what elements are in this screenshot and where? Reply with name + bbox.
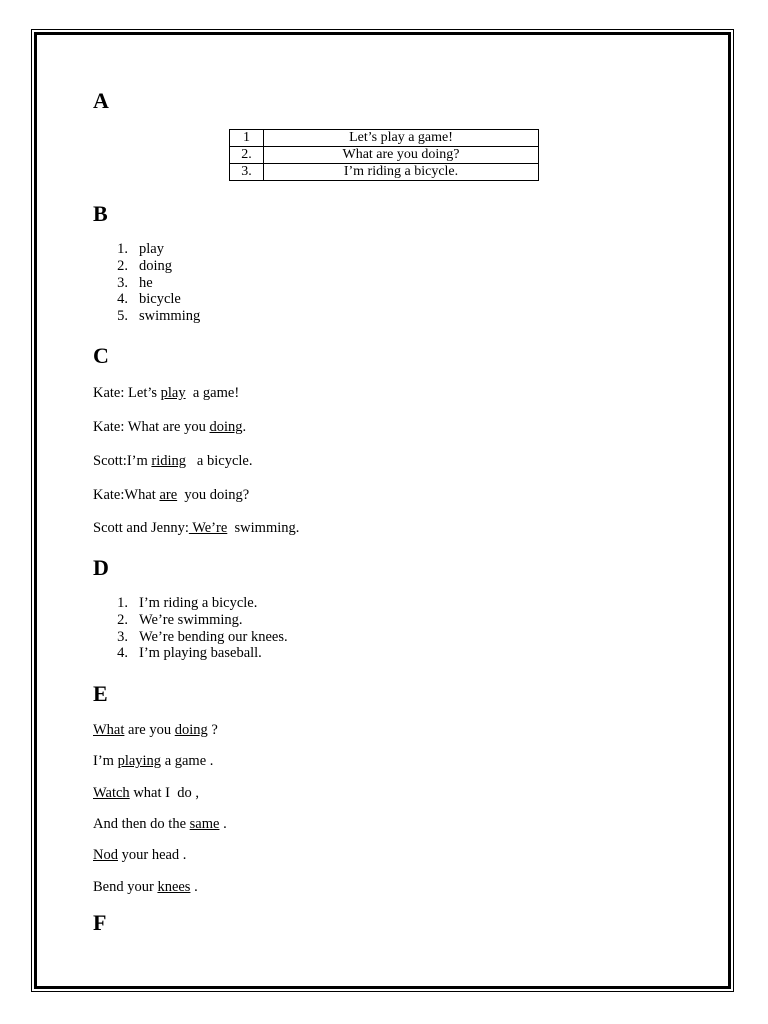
section-a-heading: A [93,88,109,113]
table-row [230,147,539,164]
dialogue-line: Scott:I’m riding a bicycle. [93,453,253,469]
list-item: 2. We’re swimming. [117,611,243,628]
dialogue-line: Kate: What are you doing. [93,419,247,435]
chant-line: Nod your head . [93,847,187,863]
chant-line: What are you doing ? [93,722,218,738]
section-e-heading: E [93,681,108,706]
section-f-heading: F [93,910,107,935]
answer-word: same [189,816,220,832]
answer-word: We’re [188,520,228,536]
table-row [230,164,539,181]
row-text: I’m riding a bicycle. [264,164,539,181]
answer-word: knees [157,879,191,895]
dialogue-line: Scott and Jenny: We’re swimming. [93,520,300,536]
list-item: 2. doing [117,257,173,274]
answer-word: playing [117,753,162,769]
row-number: 3. [230,164,264,181]
answer-word: play [160,385,186,401]
row-number: 1 [230,130,264,147]
section-d-heading: D [93,555,109,580]
list-item: 4. I’m playing baseball. [117,645,262,662]
dialogue-line: Kate:What are you doing? [93,487,250,503]
answer-word: are [159,487,178,503]
list-item: 3. We’re bending our knees. [117,628,288,645]
list-item: 1. play [117,241,164,257]
list-item: 4. bicycle [117,291,181,308]
section-b-word-list [93,241,200,325]
chant-line: Watch what I do , [93,785,199,801]
row-text: Let’s play a game! [264,130,539,147]
answer-word: doing [174,722,208,738]
answer-word: Nod [93,847,118,863]
list-item: 5. swimming [117,308,201,325]
answer-word: What [93,722,125,738]
row-number: 2. [230,147,264,164]
answer-word: riding [151,453,187,469]
answer-word: doing [209,419,243,435]
list-item: 1. I’m riding a bicycle. [117,595,258,611]
chant-line: I’m playing a game . [93,753,214,769]
section-a-answer-table [229,129,539,181]
table-row [230,130,539,147]
chant-line: Bend your knees . [93,879,198,895]
section-d-sentence-list [93,595,288,662]
list-item: 3. he [117,274,153,291]
chant-line: And then do the same . [93,816,227,832]
section-c-heading: C [93,343,109,368]
row-text: What are you doing? [264,147,539,164]
section-b-heading: B [93,201,108,226]
answer-word: Watch [93,785,130,801]
dialogue-line: Kate: Let’s play a game! [93,385,240,401]
